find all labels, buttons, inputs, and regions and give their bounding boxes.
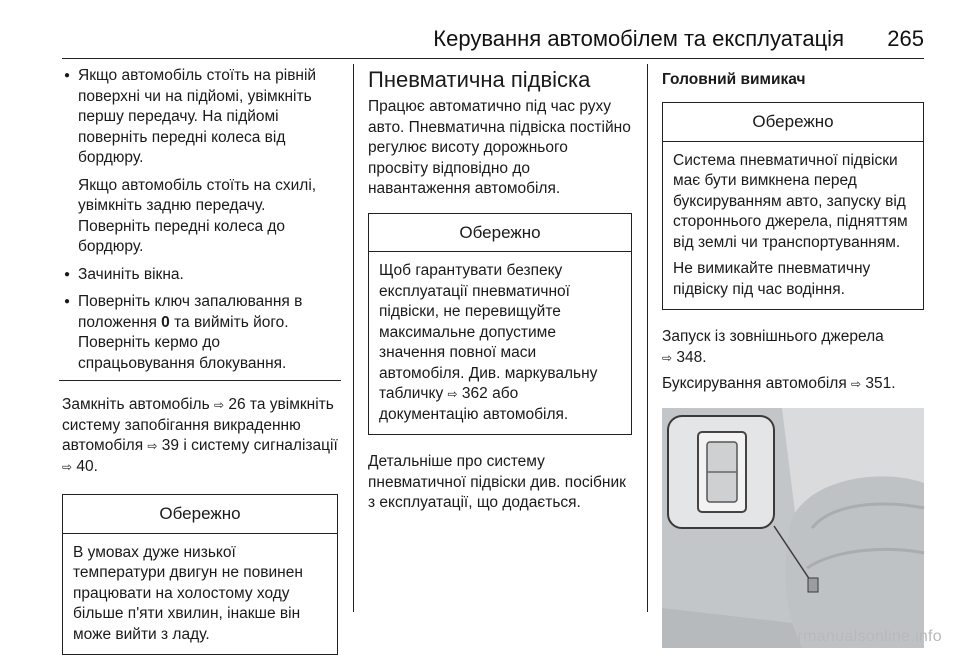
text-run: і систему сигналізації — [179, 437, 338, 454]
text-run: та увімкніть систему запобігання викраденню автомобіля — [62, 396, 334, 454]
column-3 — [662, 66, 942, 648]
warning-box — [368, 213, 632, 436]
text-run: . — [702, 348, 707, 366]
warning-body — [63, 534, 337, 655]
paragraph — [662, 374, 924, 395]
bullet-paragraph — [78, 292, 338, 374]
warning-text: Не вимикайте пневматичну підвіску під час водіння. — [673, 260, 871, 298]
column-2 — [368, 66, 632, 514]
bullet-paragraph: Якщо автомобіль стоїть на схилі, увімкніть задню передачу. Поверніть передні колеса до бордюру. — [78, 176, 317, 255]
warning-box — [662, 102, 924, 310]
warning-text — [379, 261, 621, 425]
column-divider-2 — [647, 64, 648, 612]
warning-heading: Обережно — [663, 103, 923, 142]
column-divider-1 — [353, 64, 354, 612]
warning-box — [62, 494, 338, 655]
column-1 — [62, 66, 338, 655]
text-run: Запуск із зовнішнього джерела — [662, 328, 884, 345]
subsection-heading: Головний вимикач — [662, 71, 806, 88]
list-item — [62, 265, 338, 286]
warning-text: В умовах дуже низької температури двигун не повинен працювати на холостому ходу більше п'яти хвилин, інакше він може вийти з ладу. — [73, 543, 303, 643]
page-ref[interactable]: 26 — [228, 396, 246, 413]
warning-text: Система пневматичної підвіски має бути вимкнена перед буксируванням авто, запуску від стороннього джерела, підняттям від землі чи транспортуванням. — [673, 151, 908, 251]
main-switch-illustration — [662, 408, 924, 648]
warning-heading: Обережно — [63, 495, 337, 534]
page-ref[interactable]: 362 — [461, 385, 488, 402]
text-run: Замкніть автомобіль — [62, 396, 214, 413]
text-run: . — [891, 375, 896, 392]
watermark: carmanualsonline.info — [780, 628, 942, 645]
bullet-paragraph: ● Якщо автомобіль стоїть на рівній поверхні чи на підйомі, увімкніть першу передачу. На підйомі поверніть передні колеса від бордюру. — [78, 67, 317, 166]
page-ref-icon: ⇨ — [147, 439, 158, 453]
page-ref[interactable]: 348 — [676, 348, 703, 366]
text-run: Щоб гарантувати безпеку експлуатації пневматичної підвіски, не перевищуйте максимальне допустиме значення повної маси автомобіля. Див. маркувальну табличку — [379, 262, 598, 402]
text-run: . — [93, 457, 98, 475]
list-item — [62, 66, 338, 258]
ignition-position: 0 — [161, 313, 170, 331]
paragraph: Детальніше про систему пневматичної підвіски див. посібник з експлуатації, що додається. — [368, 453, 626, 511]
page-ref-icon: ⇨ — [851, 377, 862, 391]
paragraph: Працює автоматично під час руху авто. Пневматична підвіска постійно регулює висоту дорожнього просвіту відповідно до навантаження автомобіля. — [368, 98, 631, 197]
page-ref-icon: ⇨ — [62, 459, 73, 474]
section-divider — [59, 380, 341, 381]
page-ref-icon: ⇨ — [214, 398, 225, 412]
page-header-title: Керування автомобілем та експлуатація — [433, 26, 844, 51]
paragraph — [662, 327, 924, 368]
main-switch-photo — [662, 408, 942, 648]
page-ref-icon: ⇨ — [662, 350, 673, 365]
text-run: Поверніть ключ запалювання в положення — [78, 293, 303, 331]
warning-body — [663, 142, 923, 310]
page-ref[interactable]: 40 — [76, 457, 94, 475]
text-run: або документацію автомобіля. — [379, 385, 569, 423]
page-number: 265 — [887, 26, 924, 51]
text-run: Буксирування автомобіля — [662, 375, 852, 392]
page-ref-icon: ⇨ — [447, 387, 458, 401]
section-heading: Пневматична підвіска — [368, 67, 591, 92]
bullet-paragraph: ● Зачиніть вікна. — [78, 265, 184, 283]
warning-body — [369, 252, 631, 434]
page-ref[interactable]: 39 — [161, 437, 180, 454]
list-item — [62, 292, 338, 374]
text-run: та вийміть його. Поверніть кермо до спрацьовування блокування. — [78, 313, 289, 372]
warning-heading: Обережно — [369, 214, 631, 253]
header-rule — [62, 58, 924, 59]
paragraph — [62, 395, 338, 477]
page-ref[interactable]: 351 — [865, 375, 892, 392]
